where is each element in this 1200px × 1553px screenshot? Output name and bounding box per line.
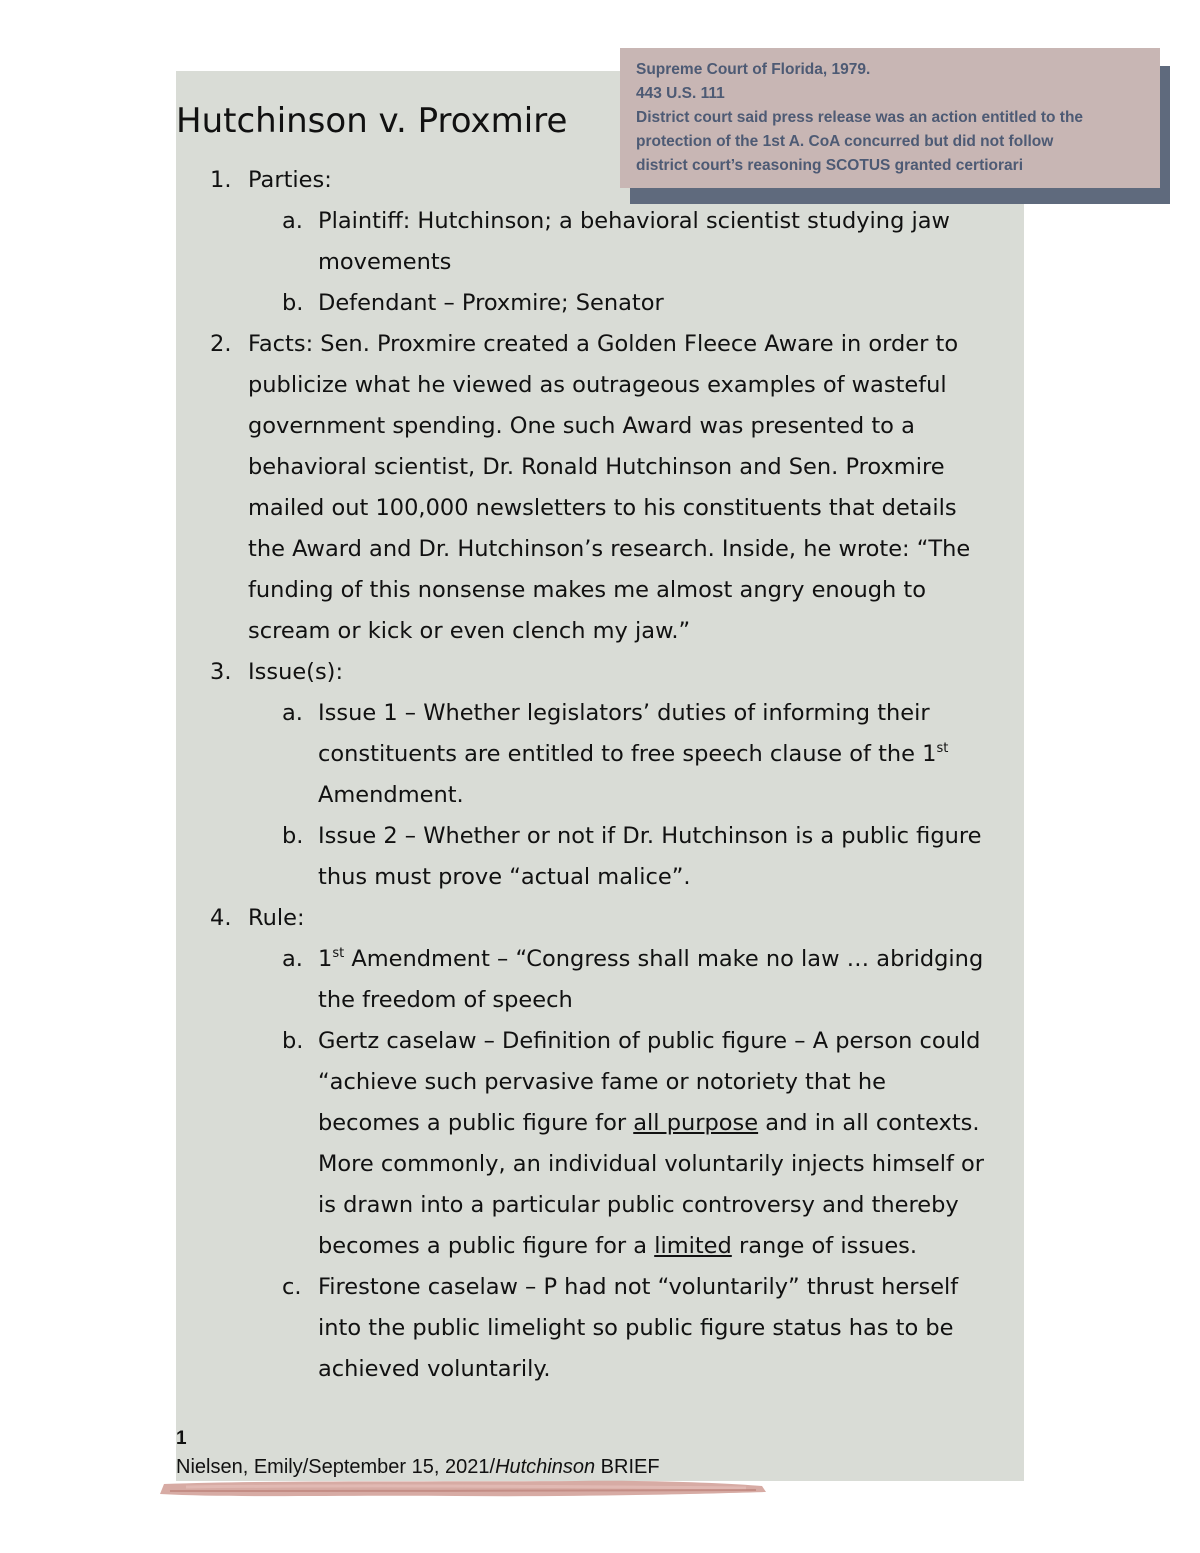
item-continuation	[176, 734, 1026, 775]
item-continuation	[176, 1103, 1026, 1144]
footer-author-date: Nielsen, Emily/September 15, 2021/	[176, 1456, 496, 1478]
section-issues	[176, 652, 1026, 693]
facts-line: mailed out 100,000 newsletters to his constituents that details	[248, 495, 957, 521]
item-text: Gertz caselaw – Definition of public figure – A person could	[318, 1028, 981, 1054]
item-continuation: is drawn into a particular public controversy and thereby	[318, 1192, 959, 1218]
section-heading: Rule:	[248, 905, 305, 931]
item-text: Issue 1 – Whether legislators’ duties of informing their	[318, 700, 930, 726]
brush-stroke-decoration	[156, 1478, 770, 1500]
brief-body	[176, 160, 1026, 1390]
item-continuation: More commonly, an individual voluntarily injects himself or	[318, 1151, 985, 1177]
sidenote-line: 443 U.S. 111	[636, 85, 725, 102]
sidenote-box	[620, 48, 1160, 188]
item-continuation: the freedom of speech	[318, 987, 573, 1013]
list-marker: c.	[282, 1274, 302, 1300]
list-marker: 3.	[210, 659, 232, 685]
item-text: becomes a public figure for a	[318, 1233, 655, 1259]
item-text: 1	[318, 946, 333, 972]
list-item	[176, 939, 1026, 980]
facts-line: government spending. One such Award was presented to a	[248, 413, 915, 439]
item-text: Plaintiff: Hutchinson; a behavioral scientist studying jaw	[318, 208, 950, 234]
section-heading: Issue(s):	[248, 659, 344, 685]
item-continuation: “achieve such pervasive fame or notoriety that he	[318, 1069, 886, 1095]
item-continuation: into the public limelight so public figure status has to be	[318, 1315, 954, 1341]
page-number: 1	[176, 1428, 187, 1449]
facts-text: Facts: Sen. Proxmire created a Golden Fleece Aware in order to	[248, 331, 959, 357]
item-continuation: movements	[318, 249, 452, 275]
ordinal-suffix: st	[332, 946, 345, 961]
item-continuation: Amendment.	[318, 782, 464, 808]
underlined-text: limited	[654, 1233, 732, 1259]
facts-line: scream or kick or even clench my jaw.”	[248, 618, 691, 644]
sidenote-line: district court’s reasoning SCOTUS granted certiorari	[636, 157, 1024, 174]
list-marker: 1.	[210, 167, 232, 193]
page-title: Hutchinson v. Proxmire	[176, 101, 568, 141]
list-marker: b.	[282, 823, 304, 849]
ordinal-suffix: st	[936, 741, 949, 756]
facts-line: behavioral scientist, Dr. Ronald Hutchinson and Sen. Proxmire	[248, 454, 945, 480]
item-text: Firestone caselaw – P had not “voluntarily” thrust herself	[318, 1274, 959, 1300]
item-continuation: achieved voluntarily.	[318, 1356, 551, 1382]
facts-line: funding of this nonsense makes me almost angry enough to	[248, 577, 926, 603]
item-text: Amendment – “Congress shall make no law … abridging	[344, 946, 984, 972]
item-text: Issue 2 – Whether or not if Dr. Hutchinson is a public figure	[318, 823, 982, 849]
list-item	[176, 693, 1026, 734]
sidenote-line: District court said press release was an action entitled to the	[636, 109, 1084, 126]
page-footer	[176, 1456, 660, 1479]
facts-line: the Award and Dr. Hutchinson’s research. Inside, he wrote: “The	[248, 536, 971, 562]
list-marker: a.	[282, 700, 303, 726]
facts-line: publicize what he viewed as outrageous examples of wasteful	[248, 372, 947, 398]
section-heading: Parties:	[248, 167, 332, 193]
list-item	[176, 201, 1026, 242]
item-text: Defendant – Proxmire; Senator	[318, 290, 664, 316]
sidenote-line: Supreme Court of Florida, 1979.	[636, 61, 871, 78]
section-rule	[176, 898, 1026, 939]
section-facts	[176, 324, 1026, 365]
list-item	[176, 1267, 1026, 1308]
item-continuation	[176, 1226, 1026, 1267]
list-marker: b.	[282, 290, 304, 316]
footer-case-name: Hutchinson	[495, 1456, 596, 1478]
list-item	[176, 1021, 1026, 1062]
item-continuation: thus must prove “actual malice”.	[318, 864, 691, 890]
list-item	[176, 816, 1026, 857]
list-marker: 2.	[210, 331, 232, 357]
list-marker: a.	[282, 946, 303, 972]
footer-suffix: BRIEF	[595, 1456, 660, 1478]
list-marker: 4.	[210, 905, 232, 931]
item-text: becomes a public figure for	[318, 1110, 634, 1136]
list-marker: b.	[282, 1028, 304, 1054]
item-text: constituents are entitled to free speech clause of the 1	[318, 741, 937, 767]
list-marker: a.	[282, 208, 303, 234]
underlined-text: all purpose	[633, 1110, 759, 1136]
list-item	[176, 283, 1026, 324]
item-text: and in all contexts.	[758, 1110, 980, 1136]
item-text: range of issues.	[731, 1233, 918, 1259]
sidenote-line: protection of the 1st A. CoA concurred but did not follow	[636, 133, 1054, 150]
